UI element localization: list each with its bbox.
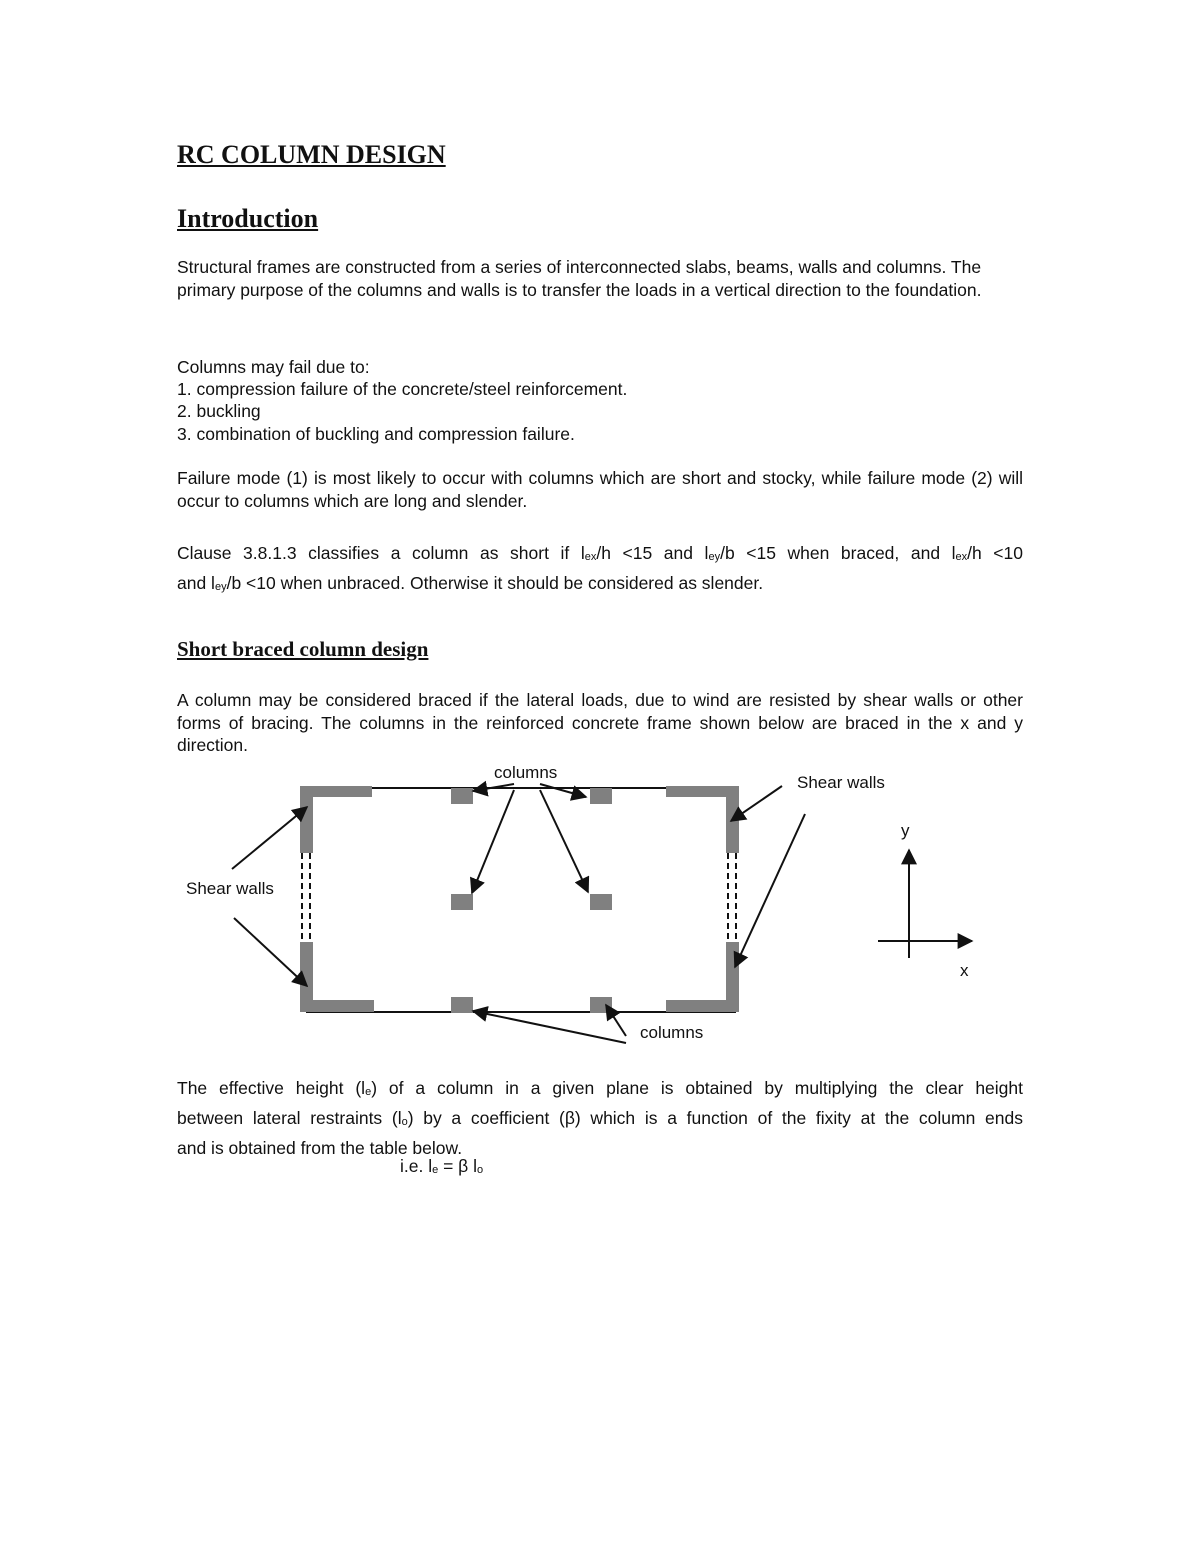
label-columns-bottom: columns <box>640 1023 704 1042</box>
arrow <box>473 1011 626 1043</box>
label-shear-walls-right: Shear walls <box>797 773 885 792</box>
fail-mode-item: 3. combination of buckling and compression failure. <box>177 424 575 444</box>
label-axis-y: y <box>901 821 910 840</box>
failure-mode-paragraph: Failure mode (1) is most likely to occur with columns which are short and stocky, while failure mode (2) will occur to columns which are long and slender. <box>177 468 1023 511</box>
effective-height-formula: i.e. $l_e = \beta$ $l_o$ <box>400 1156 484 1176</box>
arrow <box>232 807 307 869</box>
page-title: RC COLUMN DESIGN <box>177 140 446 169</box>
section-heading-short-braced: Short braced column design <box>177 637 429 661</box>
arrow <box>540 784 586 797</box>
braced-paragraph: A column may be considered braced if the lateral loads, due to wind are resisted by shear walls or other forms of bracing. The columns in the reinforced concrete frame shown below are braced in the x and y direction. <box>177 690 1023 755</box>
arrow <box>472 790 514 893</box>
arrow <box>606 1005 626 1036</box>
arrow <box>735 814 805 967</box>
label-axis-x: x <box>960 961 969 980</box>
fail-mode-item: 2. buckling <box>177 401 261 421</box>
shear-wall-bottom-right-vertical <box>726 942 739 1012</box>
fail-mode-item: 1. compression failure of the concrete/steel reinforcement. <box>177 379 628 399</box>
shear-walls <box>300 786 739 1012</box>
fail-intro-text: Columns may fail due to: <box>177 357 370 377</box>
arrow <box>540 790 588 892</box>
columns <box>451 788 612 1013</box>
arrow <box>234 918 307 986</box>
intro-paragraph: Structural frames are constructed from a series of interconnected slabs, beams, walls and columns. The primary purpose of the columns and walls is to transfer the loads in a vertical direction to the foundation. <box>177 257 982 300</box>
column <box>451 788 473 804</box>
label-columns-top: columns <box>494 763 558 782</box>
column <box>451 997 473 1013</box>
shear-wall-top-left-vertical <box>300 786 313 853</box>
axes-symbol <box>878 850 972 958</box>
frame-beam-lines <box>306 788 736 1012</box>
column <box>590 894 612 910</box>
label-shear-walls-left: Shear walls <box>186 879 274 898</box>
effective-height-paragraph: The effective height $(l_e)$ of a column in a given plane is obtained by multiplying the clear height between lateral restraints $(l_o)$ by a coefficient (β) which is a function of the fixity at the column ends and is obtained from the table below. <box>177 1078 1023 1158</box>
column <box>590 788 612 804</box>
section-heading-introduction: Introduction <box>177 204 319 233</box>
column <box>451 894 473 910</box>
clause-paragraph: Clause 3.8.1.3 classifies a column as short if $l_{ex}/h <15$ and $l_{ey}/b <15$ when braced, and $l_{ex}/h <10$ and $l_{ey}/b <10$ when unbraced. Otherwise it should be considered as slender. <box>177 543 1023 593</box>
shear-wall-bottom-left-vertical <box>300 942 313 1012</box>
bracing-dashed <box>302 853 736 942</box>
